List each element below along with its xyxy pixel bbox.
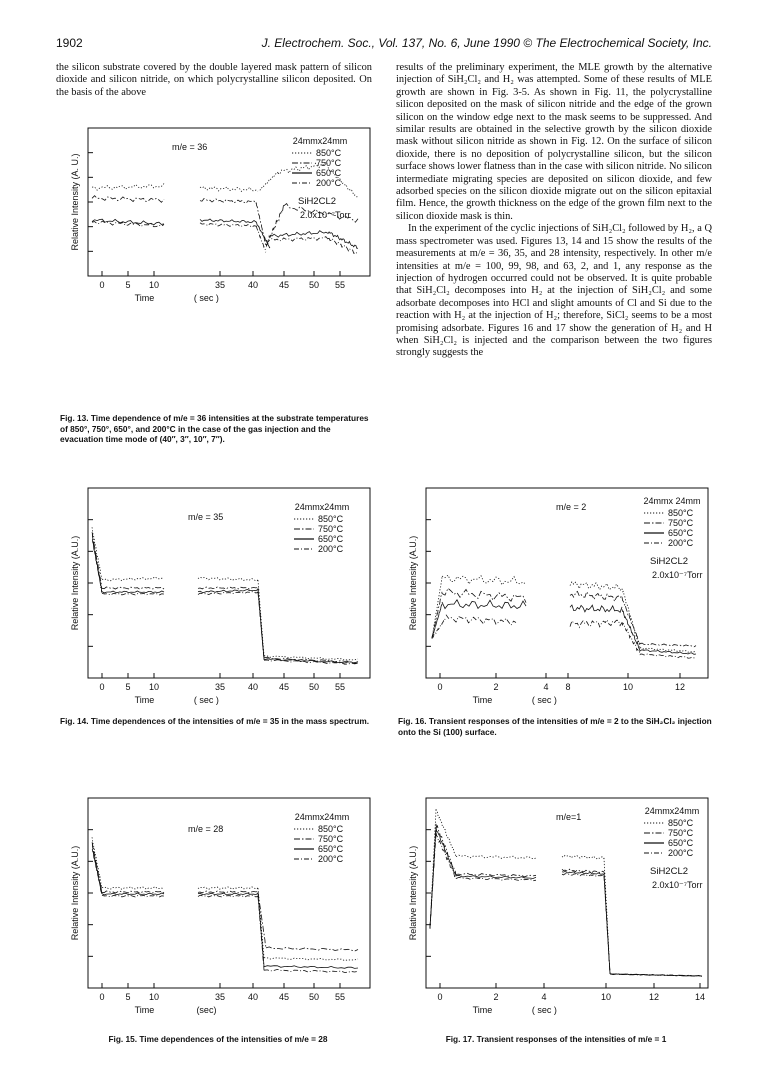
legend-label: 750°C <box>668 518 694 528</box>
figure-15-caption: Fig. 15. Time dependences of the intensities of m/e = 28 <box>108 1034 328 1044</box>
legend-label: 650°C <box>318 844 344 854</box>
mass-label: m/e=1 <box>556 812 582 822</box>
page-number: 1902 <box>56 36 83 50</box>
legend-label: 750°C <box>316 158 342 168</box>
gas-label: SiH2CL2 <box>298 196 337 207</box>
y-axis-label: Relative Intensity (A.U.) <box>408 845 418 941</box>
x-tick-label: 0 <box>437 682 443 692</box>
figure-15-plot <box>60 788 376 1018</box>
figure-13-caption: Fig. 13. Time dependence of m/e = 36 intensities at the substrate temperatures of 850°, 750°, 650°, and 200°C in the case of the gas injection and the evacuation time mode of (40″, 3″, 10″, 7″). <box>60 413 369 444</box>
legend-label: 750°C <box>318 524 344 534</box>
sample-size-label: 24mmx24mm <box>294 812 350 822</box>
intensity-trace <box>92 540 358 664</box>
right-column-text <box>396 62 712 360</box>
gas-label: SiH2CL2 <box>650 556 689 567</box>
x-tick-label: 5 <box>125 280 131 290</box>
x-tick-label: 45 <box>278 682 290 692</box>
x-tick-label: 12 <box>648 992 660 1002</box>
figure-13 <box>60 118 376 408</box>
x-axis-unit: (sec) <box>196 1005 217 1015</box>
journal-citation: J. Electrochem. Soc., Vol. 137, No. 6, June 1990 © The Electrochemical Society, Inc. <box>261 36 712 50</box>
intensity-trace <box>92 219 358 248</box>
x-tick-label: 10 <box>622 682 634 692</box>
x-tick-label: 35 <box>214 992 226 1002</box>
pressure-label: 2.0x10⁻⁷Torr <box>300 210 351 220</box>
gas-label: SiH2CL2 <box>650 866 689 877</box>
intensity-trace <box>432 615 696 659</box>
legend-label: 200°C <box>668 538 694 548</box>
legend-label: 850°C <box>668 818 694 828</box>
pressure-label: 2.0x10⁻⁷Torr <box>652 570 703 580</box>
intensity-trace <box>92 849 358 968</box>
figure-17-caption: Fig. 17. Transient responses of the intensities of m/e = 1 <box>445 1034 667 1044</box>
mass-label: m/e = 28 <box>188 824 224 834</box>
figure-16-caption: Fig. 16. Transient responses of the intensities of m/e = 2 to the SiH₂Cl₂ injection onto the Si (100) surface. <box>398 716 712 737</box>
intensity-trace <box>430 832 702 976</box>
intensity-trace <box>430 824 702 977</box>
figure-13-plot <box>60 118 376 303</box>
legend-label: 200°C <box>316 178 342 188</box>
legend-label: 200°C <box>668 848 694 858</box>
legend-label: 850°C <box>668 508 694 518</box>
x-tick-label: 35 <box>214 280 226 290</box>
left-column-text <box>56 62 372 99</box>
x-tick-label: 0 <box>437 992 443 1002</box>
y-axis-label: Relative Intensity (A. U.) <box>70 153 80 251</box>
figure-14 <box>60 478 376 718</box>
x-tick-label: 4 <box>541 992 547 1002</box>
legend-label: 850°C <box>318 824 344 834</box>
intensity-trace <box>432 575 696 652</box>
intensity-trace <box>430 809 702 976</box>
x-tick-label: 10 <box>600 992 612 1002</box>
intensity-trace <box>430 827 702 976</box>
x-tick-label: 45 <box>278 992 290 1002</box>
y-axis-label: Relative Intensity (A.U.) <box>70 535 80 631</box>
mass-label: m/e = 35 <box>188 512 224 522</box>
x-axis-label: Time <box>134 293 155 303</box>
x-axis-label: Time <box>134 1005 155 1015</box>
mass-label: m/e = 36 <box>172 142 208 152</box>
figure-16-plot <box>398 478 714 708</box>
intensity-trace <box>92 221 358 253</box>
x-tick-label: 55 <box>334 280 346 290</box>
x-tick-label: 50 <box>308 682 320 692</box>
plot-frame <box>426 798 708 988</box>
sample-size-label: 24mmx24mm <box>294 502 350 512</box>
x-axis-unit: ( sec ) <box>193 695 219 705</box>
legend-label: 200°C <box>318 854 344 864</box>
x-tick-label: 45 <box>278 280 290 290</box>
legend-label: 650°C <box>668 528 694 538</box>
x-axis-label: Time <box>472 1005 493 1015</box>
y-axis-label: Relative Intensity (A.U.) <box>70 845 80 941</box>
x-tick-label: 10 <box>148 682 160 692</box>
x-tick-label: 0 <box>99 682 105 692</box>
x-tick-label: 12 <box>674 682 686 692</box>
pressure-label: 2.0x10⁻⁷Torr <box>652 880 703 890</box>
x-tick-label: 40 <box>247 992 259 1002</box>
right-paragraph-2: In the experiment of the cyclic injections of SiH₂Cl₂ followed by H₂, a Q mass spectrometer was used. Figures 13, 14 and 15 show the results of the measurements at m/e = 36, 35, and 28 intensity, respectively. In other m/e intensities at m/e = 100, 99, 98, and 63, 2, and 1, any response as the injection of hydrogen occurred could not be observed. It is quite probable that SiH₂Cl₂ decomposes into H₂ at the injection of SiH₂Cl₂ and some adsorbate decomposes into HCl and slight amounts of Cl and Si due to the reaction with H₂ at the injection of H₂; therefore, SiCl₂ seems to be a most promising adsorbate. Figures 16 and 17 show the generation of H₂ and H when SiH₂Cl₂ is injected and the comparison between the two figures strongly suggests the <box>396 223 712 359</box>
figure-16 <box>398 478 714 718</box>
x-tick-label: 55 <box>334 992 346 1002</box>
figure-17 <box>398 788 714 1028</box>
figure-15 <box>60 788 376 1028</box>
left-paragraph-1: the silicon substrate covered by the double layered mask pattern of silicon dioxide and silicon nitride, on which polycrystalline silicon deposited. On the basis of the above <box>56 62 372 98</box>
x-tick-label: 50 <box>308 280 320 290</box>
right-paragraph-1: results of the preliminary experiment, the MLE growth by the alternative injection of SiH₂Cl₂ and H₂ was attempted. Some of these results of MLE growth are shown in Fig. 3-5. As shown in Fig. 11, the polycrystalline silicon deposited on the mask of silicon nitride and the edge of the grown silicon on the window edge next to the mask seems to be suppressed. And similar results are obtained in the selective growth by the silicon dioxide mask without silicon nitride as shown in Fig. 12. On the surface of silicon dioxide, there is no deposition of polycrystalline silicon, but the silicon surface shows lower flatness than in the case with silicon nitride. No silicon intermediate migrating species are deposited on silicon dioxide, and few adsorbed species on the silicon dioxide migrate out on the silicon epitaxial film. Hence, the growth thickness on the edge of the grown film next to the silicon dioxide mask is thin. <box>396 62 712 222</box>
x-tick-label: 10 <box>148 280 160 290</box>
x-axis-unit: ( sec ) <box>193 293 219 303</box>
x-tick-label: 2 <box>493 992 499 1002</box>
x-tick-label: 2 <box>493 682 499 692</box>
legend-label: 650°C <box>668 838 694 848</box>
x-tick-label: 40 <box>247 280 259 290</box>
x-tick-label: 10 <box>148 992 160 1002</box>
x-tick-label: 5 <box>125 682 131 692</box>
x-tick-label: 14 <box>694 992 706 1002</box>
x-tick-label: 8 <box>565 682 571 692</box>
figure-14-plot <box>60 478 376 708</box>
sample-size-label: 24mmx24mm <box>644 806 700 816</box>
intensity-trace <box>432 600 696 655</box>
mass-label: m/e = 2 <box>556 502 587 512</box>
legend-label: 750°C <box>318 834 344 844</box>
sample-size-label: 24mmx 24mm <box>643 496 701 506</box>
sample-size-label: 24mmx24mm <box>292 136 348 146</box>
figure-17-plot <box>398 788 714 1018</box>
legend-label: 650°C <box>316 168 342 178</box>
x-tick-label: 35 <box>214 682 226 692</box>
x-axis-unit: ( sec ) <box>531 695 557 705</box>
x-tick-label: 40 <box>247 682 259 692</box>
legend-label: 850°C <box>316 148 342 158</box>
x-axis-label: Time <box>472 695 493 705</box>
x-axis-label: Time <box>134 695 155 705</box>
figure-14-caption: Fig. 14. Time dependences of the intensities of m/e = 35 in the mass spectrum. <box>60 716 369 726</box>
page-header <box>56 36 712 52</box>
x-tick-label: 0 <box>99 992 105 1002</box>
legend-label: 850°C <box>318 514 344 524</box>
x-tick-label: 50 <box>308 992 320 1002</box>
legend-label: 200°C <box>318 544 344 554</box>
x-axis-unit: ( sec ) <box>531 1005 557 1015</box>
x-tick-label: 5 <box>125 992 131 1002</box>
legend-label: 650°C <box>318 534 344 544</box>
x-tick-label: 0 <box>99 280 105 290</box>
legend-label: 750°C <box>668 828 694 838</box>
x-tick-label: 55 <box>334 682 346 692</box>
intensity-trace <box>432 588 696 647</box>
y-axis-label: Relative Intensity (A.U.) <box>408 535 418 631</box>
x-tick-label: 4 <box>543 682 549 692</box>
